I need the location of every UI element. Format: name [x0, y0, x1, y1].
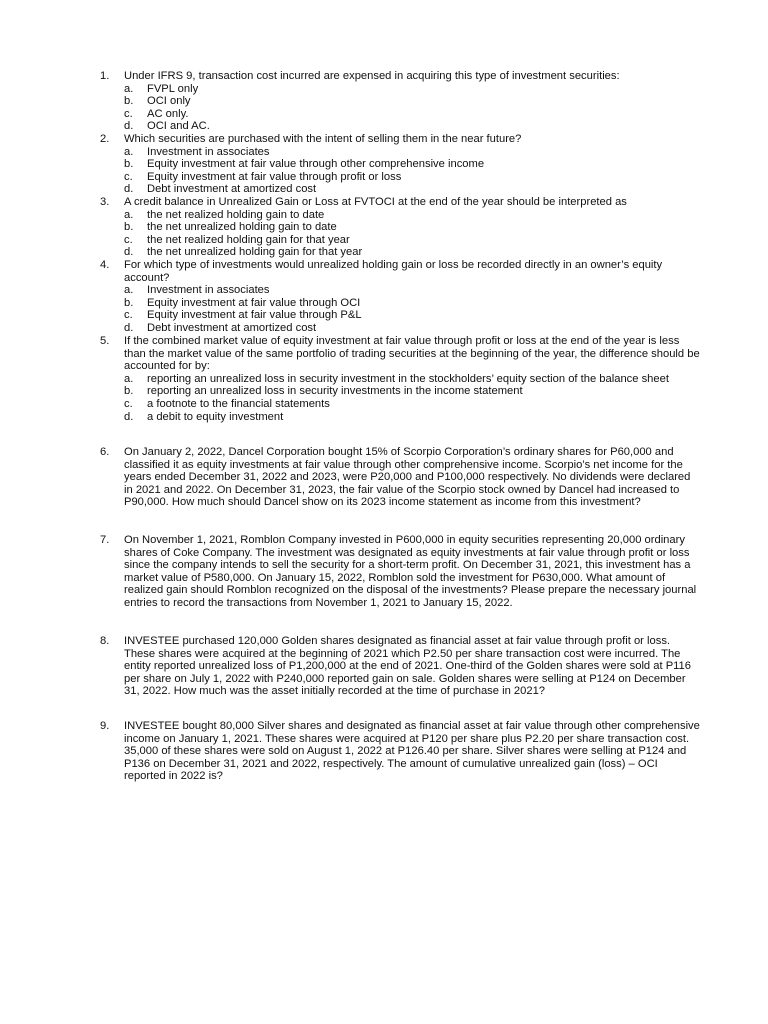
- option-text: a footnote to the financial statements: [147, 397, 330, 410]
- question-text: On November 1, 2021, Romblon Company invested in P600,000 in equity securities representing 20,000 ordinary shares of Coke Company. The investment was designated as equity investments at fair value through profit or loss since the company intends to sell the security for a short-term profit. On December 31, 2021, this investment has a market value of P580,000. On January 15, 2022, Romblon sold the investment for P630,000. What amount of realized gain should Romblon recognized on the disposal of the investments? Please prepare the necessary journal entries to record the transactions from November 1, 2021 to January 15, 2022.: [124, 534, 697, 609]
- question-9: [100, 720, 702, 783]
- question-number: 9.: [100, 720, 110, 732]
- option-d: [124, 411, 702, 424]
- question-number: 7.: [100, 534, 110, 546]
- option-a: [124, 284, 702, 297]
- option-b: [124, 158, 702, 171]
- question-6: [100, 446, 702, 509]
- option-letter: c.: [124, 233, 133, 246]
- option-list: [124, 83, 702, 133]
- option-b: [124, 221, 702, 234]
- option-list: [124, 373, 702, 423]
- option-c: [124, 234, 702, 247]
- option-text: the net realized holding gain for that year: [147, 233, 350, 246]
- option-text: reporting an unrealized loss in security investments in the income statement: [147, 385, 523, 398]
- option-letter: c.: [124, 170, 133, 183]
- option-text: OCI and AC.: [147, 120, 210, 133]
- option-c: [124, 108, 702, 121]
- option-text: AC only.: [147, 107, 189, 120]
- question-text: INVESTEE purchased 120,000 Golden shares designated as financial asset at fair value through profit or loss. These shares were acquired at the beginning of 2021 which P2.50 per share transaction cost were incurred. The entity reported unrealized loss of P1,200,000 at the end of 2021. One-third of the Golden shares were sold at P116 per share on July 1, 2022 with P240,000 reported gain on sale. Golden shares were selling at P124 on December 31, 2022. How much was the asset initially recorded at the time of purchase in 2021?: [124, 635, 691, 698]
- question-text: For which type of investments would unrealized holding gain or loss be recorded directly in an owner’s equity account?: [124, 259, 663, 284]
- option-text: reporting an unrealized loss in security investment in the stockholders’ equity section of the balance sheet: [147, 372, 669, 385]
- option-text: Investment in associates: [147, 145, 270, 158]
- option-list: [124, 209, 702, 259]
- question-3: [100, 196, 702, 259]
- option-c: [124, 398, 702, 411]
- option-a: [124, 83, 702, 96]
- question-text: A credit balance in Unrealized Gain or Loss at FVTOCI at the end of the year should be interpreted as: [124, 196, 627, 208]
- option-letter: b.: [124, 158, 134, 171]
- question-text: Which securities are purchased with the intent of selling them in the near future?: [124, 133, 522, 145]
- option-text: Debt investment at amortized cost: [147, 321, 317, 334]
- option-letter: d.: [124, 183, 134, 196]
- question-1: [100, 70, 702, 133]
- question-2: [100, 133, 702, 196]
- option-a: [124, 146, 702, 159]
- option-text: Debt investment at amortized cost: [147, 183, 317, 196]
- option-letter: b.: [124, 95, 134, 108]
- option-letter: a.: [124, 82, 134, 95]
- option-letter: d.: [124, 246, 134, 259]
- option-letter: b.: [124, 221, 134, 234]
- option-text: OCI only: [147, 95, 191, 108]
- option-text: Equity investment at fair value through OCI: [147, 296, 361, 309]
- option-text: FVPL only: [147, 82, 199, 95]
- option-letter: c.: [124, 309, 133, 322]
- option-text: the net realized holding gain to date: [147, 208, 325, 221]
- option-text: Investment in associates: [147, 284, 270, 297]
- option-letter: c.: [124, 397, 133, 410]
- option-text: Equity investment at fair value through profit or loss: [147, 170, 402, 183]
- option-letter: b.: [124, 296, 134, 309]
- option-letter: d.: [124, 120, 134, 133]
- option-a: [124, 209, 702, 222]
- question-number: 6.: [100, 446, 110, 458]
- option-letter: b.: [124, 385, 134, 398]
- question-4: [100, 259, 702, 335]
- question-number: 4.: [100, 259, 110, 271]
- question-number: 2.: [100, 133, 110, 145]
- option-d: [124, 322, 702, 335]
- question-7: [100, 534, 702, 610]
- option-d: [124, 183, 702, 196]
- option-letter: d.: [124, 410, 134, 423]
- question-number: 3.: [100, 196, 110, 208]
- question-text: If the combined market value of equity investment at fair value through profit or loss at the end of the year is less than the market value of the same portfolio of trading securities at the beginning of the year, the difference should be accounted for by:: [124, 335, 700, 373]
- option-list: [124, 284, 702, 334]
- option-list: [124, 146, 702, 196]
- option-letter: d.: [124, 321, 134, 334]
- option-b: [124, 95, 702, 108]
- option-b: [124, 385, 702, 398]
- option-d: [124, 120, 702, 133]
- option-text: a debit to equity investment: [147, 410, 284, 423]
- option-text: Equity investment at fair value through other comprehensive income: [147, 158, 485, 171]
- question-number: 5.: [100, 335, 110, 347]
- question-number: 8.: [100, 635, 110, 647]
- option-letter: a.: [124, 208, 134, 221]
- question-5: [100, 335, 702, 423]
- option-text: the net unrealized holding gain for that year: [147, 246, 363, 259]
- question-text: Under IFRS 9, transaction cost incurred are expensed in acquiring this type of investment securities:: [124, 70, 620, 82]
- option-letter: a.: [124, 145, 134, 158]
- option-c: [124, 309, 702, 322]
- question-text: INVESTEE bought 80,000 Silver shares and designated as financial asset at fair value through other comprehensive income on January 1, 2021. These shares were acquired at P120 per share plus P2.20 per share transaction cost. 35,000 of these shares were sold on August 1, 2022 at P126.40 per share. Silver shares were selling at P124 and P136 on December 31, 2021 and 2022, respectively. The amount of cumulative unrealized gain (loss) – OCI reported in 2022 is?: [124, 720, 700, 783]
- option-letter: c.: [124, 107, 133, 120]
- question-text: On January 2, 2022, Dancel Corporation bought 15% of Scorpio Corporation’s ordinary shares for P60,000 and classified it as equity investments at fair value through other comprehensive income. Scorpio’s net income for the years ended December 31, 2022 and 2023, were P20,000 and P100,000 respectively. No dividends were declared in 2021 and 2022. On December 31, 2023, the fair value of the Scorpio stock owned by Dancel had increased to P90,000. How much should Dancel show on its 2023 income statement as income from this investment?: [124, 446, 691, 509]
- option-a: [124, 373, 702, 386]
- question-number: 1.: [100, 70, 110, 82]
- option-letter: a.: [124, 372, 134, 385]
- option-text: the net unrealized holding gain to date: [147, 221, 337, 234]
- option-c: [124, 171, 702, 184]
- option-d: [124, 246, 702, 259]
- option-b: [124, 297, 702, 310]
- option-text: Equity investment at fair value through P&L: [147, 309, 362, 322]
- question-8: [100, 635, 702, 698]
- option-letter: a.: [124, 284, 134, 297]
